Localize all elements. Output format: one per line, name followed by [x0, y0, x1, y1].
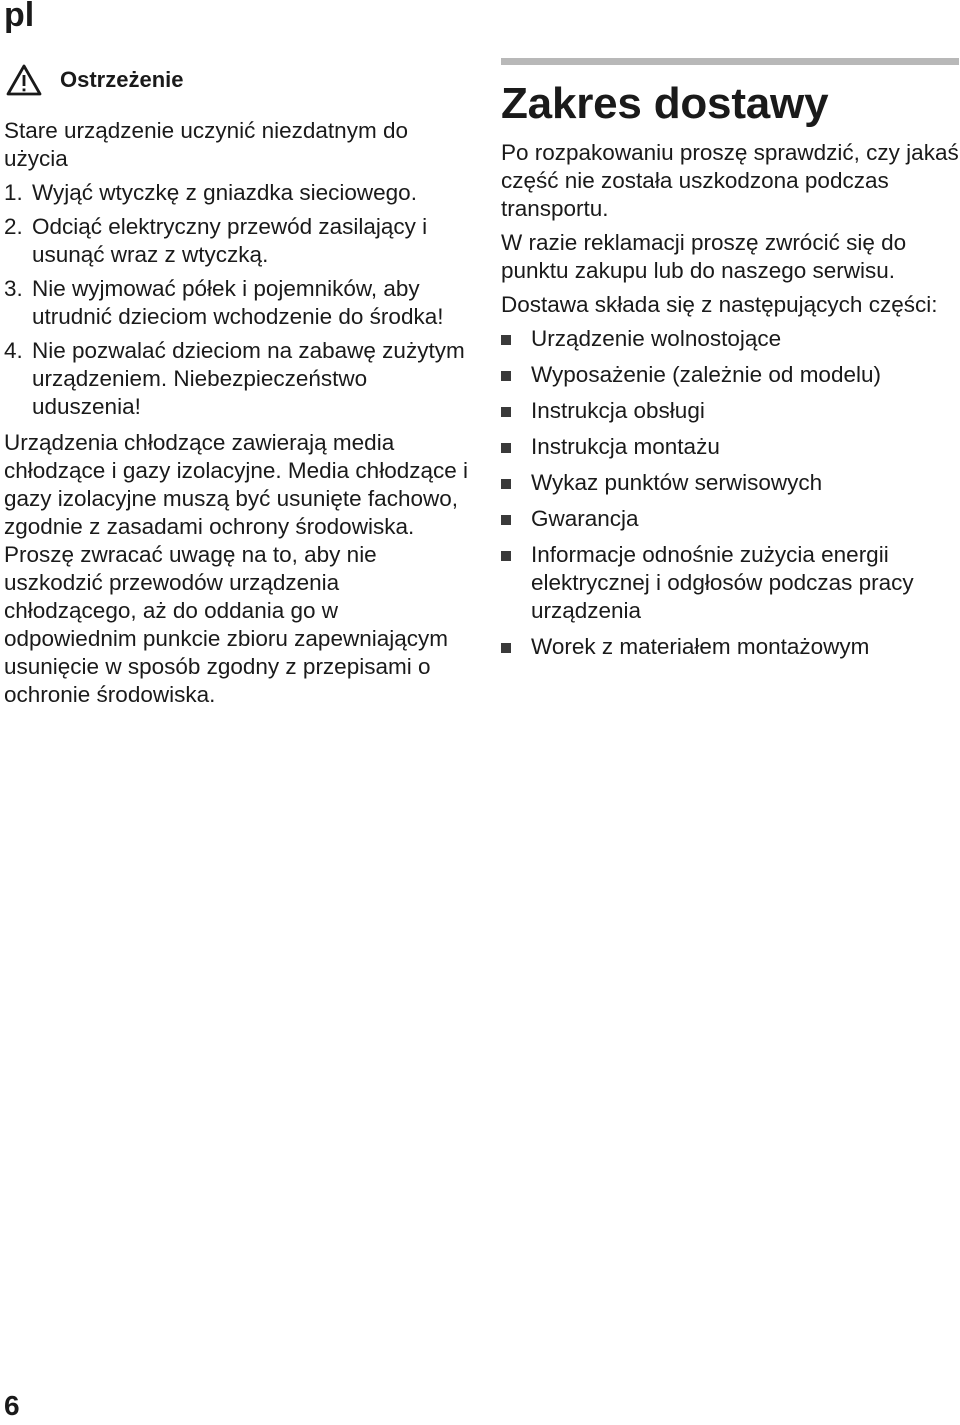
step-number: 1.	[4, 180, 23, 205]
square-bullet-icon	[501, 643, 511, 653]
section-title: Zakres dostawy	[501, 79, 829, 128]
page-number: 6	[4, 1390, 20, 1421]
language-code: pl	[4, 0, 35, 34]
step-number: 3.	[4, 276, 23, 301]
square-bullet-icon	[501, 515, 511, 525]
warning-section	[4, 60, 474, 709]
list-item	[501, 633, 959, 661]
square-bullet-icon	[501, 335, 511, 345]
square-bullet-icon	[501, 443, 511, 453]
square-bullet-icon	[501, 407, 511, 417]
step-text: Wyjąć wtyczkę z gniazdka sieciowego.	[32, 180, 417, 205]
warning-title: Ostrzeżenie	[60, 67, 184, 92]
warning-steps	[4, 179, 474, 421]
square-bullet-icon	[501, 371, 511, 381]
list-item-text: Informacje odnośnie zużycia energii elektrycznej i odgłosów podczas pracy urządzenia	[531, 542, 914, 623]
step-number: 4.	[4, 338, 23, 363]
list-item	[4, 337, 474, 421]
list-item	[501, 325, 959, 353]
list-item-text: Worek z materiałem montażowym	[531, 634, 870, 659]
list-item-text: Urządzenie wolnostojące	[531, 326, 782, 351]
square-bullet-icon	[501, 551, 511, 561]
delivery-section	[501, 58, 959, 669]
warning-triangle-icon	[6, 63, 42, 97]
step-number: 2.	[4, 214, 23, 239]
section-divider	[501, 58, 959, 65]
list-item-text: Wyposażenie (zależnie od modelu)	[531, 362, 881, 387]
list-item	[501, 397, 959, 425]
list-item	[501, 433, 959, 461]
list-item	[501, 469, 959, 497]
list-item-text: Instrukcja montażu	[531, 434, 720, 459]
list-item	[4, 275, 474, 331]
square-bullet-icon	[501, 479, 511, 489]
list-item-text: Gwarancja	[531, 506, 639, 531]
delivery-items-list	[501, 325, 959, 661]
delivery-paragraph-inspection: Po rozpakowaniu proszę sprawdzić, czy jakaś część nie została uszkodzona podczas transportu.	[501, 140, 959, 221]
list-item	[501, 361, 959, 389]
list-item	[501, 505, 959, 533]
list-item-text: Wykaz punktów serwisowych	[531, 470, 823, 495]
list-item	[4, 213, 474, 269]
warning-header	[4, 60, 474, 100]
list-item	[501, 541, 959, 625]
delivery-paragraph-contents: Dostawa składa się z następujących części:	[501, 292, 938, 317]
warning-intro: Stare urządzenie uczynić niezdatnym do użycia	[4, 118, 408, 171]
list-item-text: Instrukcja obsługi	[531, 398, 705, 423]
step-text: Nie pozwalać dzieciom na zabawę zużytym urządzeniem. Niebezpieczeństwo uduszenia!	[32, 338, 465, 419]
delivery-paragraph-complaint: W razie reklamacji proszę zwrócić się do punktu zakupu lub do naszego serwisu.	[501, 230, 907, 283]
list-item	[4, 179, 474, 207]
step-text: Nie wyjmować półek i pojemników, aby utrudnić dzieciom wchodzenie do środka!	[32, 276, 444, 329]
step-text: Odciąć elektryczny przewód zasilający i usunąć wraz z wtyczką.	[32, 214, 428, 267]
refrigerant-info: Urządzenia chłodzące zawierają media chłodzące i gazy izolacyjne. Media chłodzące i gazy izolacyjne muszą być usunięte fachowo, zgodnie z zasadami ochrony środowiska. Proszę zwracać uwagę na to, aby nie uszkodzić przewodów urządzenia chłodzącego, aż do oddania go w odpowiednim punkcie zbioru zapewniającym usunięcie w sposób zgodny z przepisami o ochronie środowiska.	[4, 430, 468, 707]
